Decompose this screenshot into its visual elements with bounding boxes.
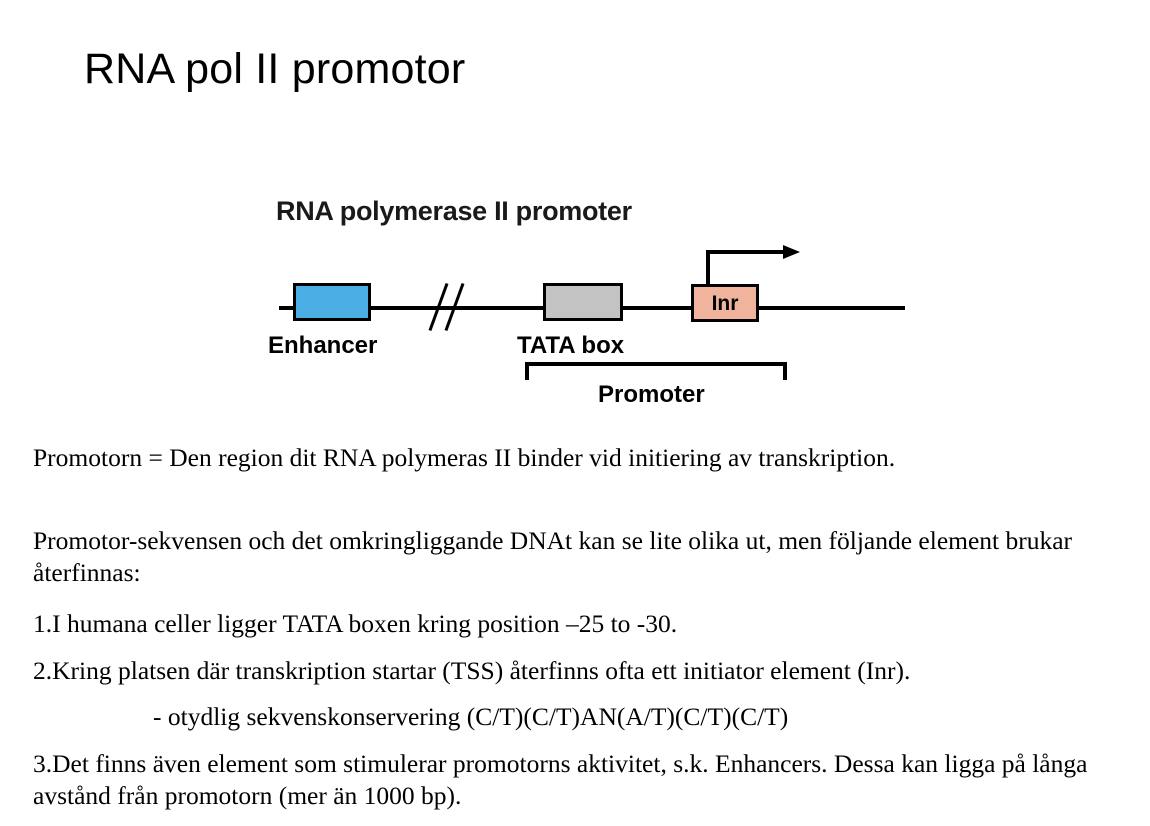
tata-box	[543, 283, 623, 321]
page-title: RNA pol II promotor	[84, 45, 466, 93]
double-slash-break-icon	[427, 282, 471, 332]
figure-title: RNA polymerase II promoter	[276, 196, 632, 226]
enhancer-label: Enhancer	[268, 332, 378, 359]
tata-box-label: TATA box	[517, 332, 625, 359]
paragraph-intro: Promotor-sekvensen och det omkringliggande DNAt kan se lite olika ut, men följande element brukar återfinnas:	[33, 525, 1073, 588]
list-item-3: 3.Det finns även element som stimulerar promotorns aktivitet, s.k. Enhancers. Dessa kan ligga på långa avstånd från promotorn (mer än 1000 bp).	[33, 748, 1088, 811]
slide-body	[33, 442, 1123, 813]
inr-box: Inr	[691, 284, 759, 322]
list-item-2: 2.Kring platsen där transkription startar (TSS) återfinns ofta ett initiator element (Inr).	[33, 655, 911, 685]
list-item-2-sub: - otydlig sekvenskonservering (C/T)(C/T)AN(A/T)(C/T)(C/T)	[153, 702, 789, 732]
promoter-bracket	[525, 362, 787, 382]
promoter-label: Promoter	[598, 381, 705, 408]
paragraph-definition: Promotorn = Den region dit RNA polymeras II binder vid initiering av transkription.	[33, 443, 896, 472]
list-item-1: 1.I humana celler ligger TATA boxen kring position –25 to -30.	[33, 608, 678, 638]
enhancer-box	[293, 283, 371, 321]
promoter-diagram	[255, 196, 915, 426]
transcription-start-arrow-icon	[705, 244, 805, 288]
